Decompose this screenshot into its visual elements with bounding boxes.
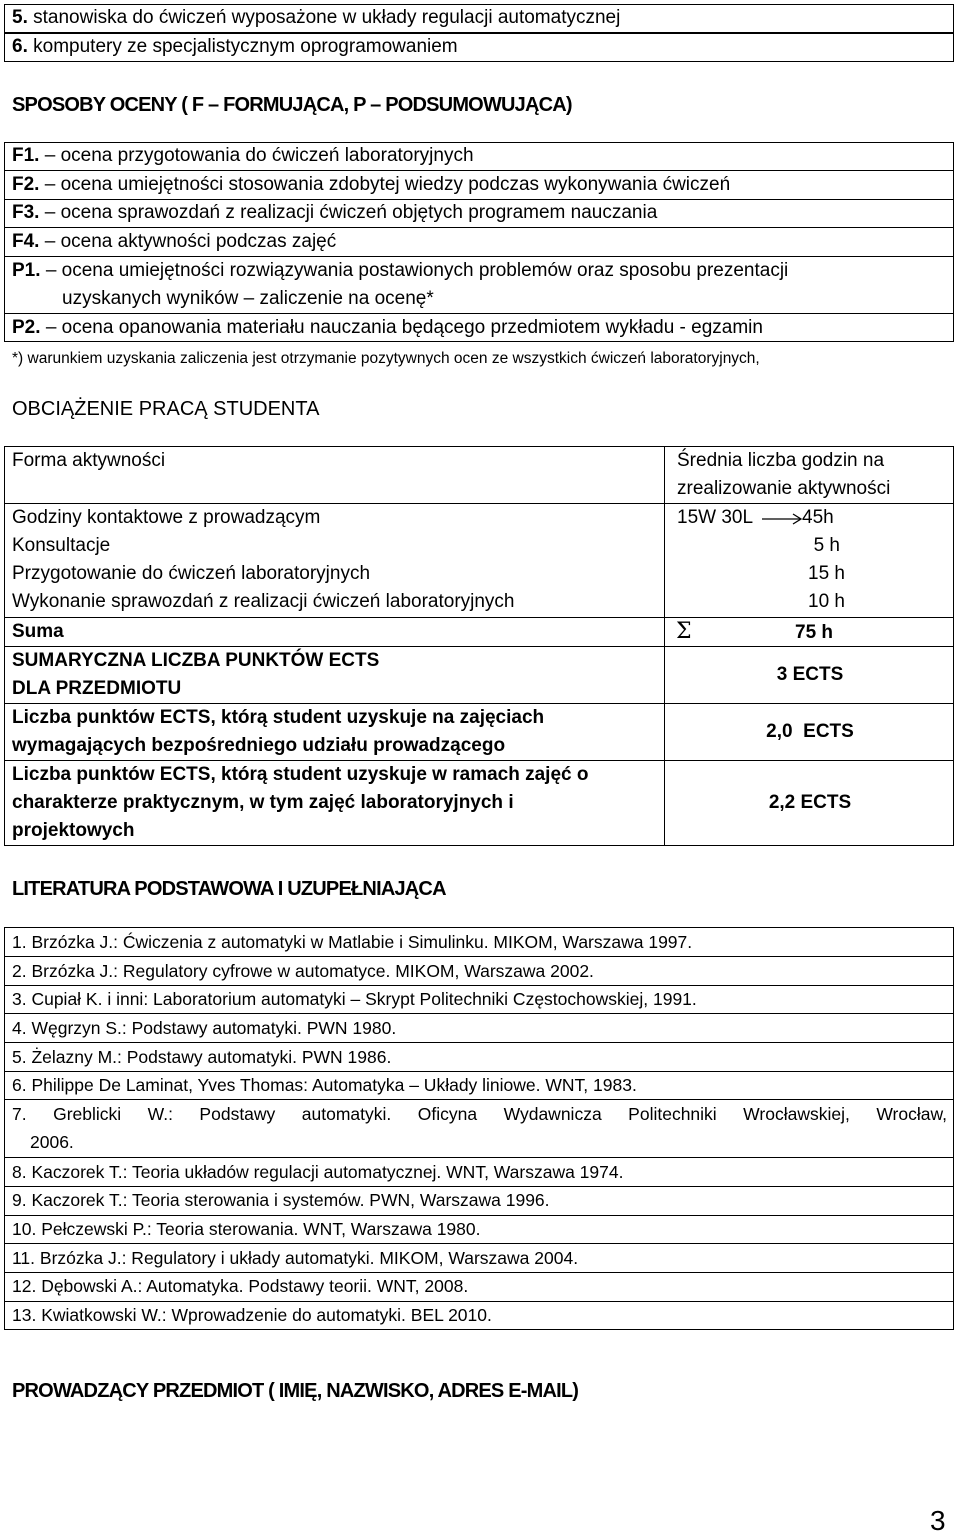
ects-practical-value: 2,2 ECTS: [768, 792, 852, 813]
lecturer-title: PROWADZĄCY PRZEDMIOT ( IMIĘ, NAZWISKO, ADRES E-MAIL): [12, 1380, 579, 1402]
assessment-code: P2.: [12, 317, 41, 338]
assessment-code: F2.: [12, 174, 40, 195]
assessment-item-f2: [12, 171, 730, 199]
literature-item: 10. Pełczewski P.: Teoria sterowania. WNT, Warszawa 1980.: [12, 1219, 481, 1239]
assessment-item-p1-cont: uzyskanych wyników – zaliczenie na ocenę*: [62, 288, 434, 309]
workload-row-label: Godziny kontaktowe z prowadzącym: [12, 507, 321, 528]
assessment-text: – ocena aktywności podczas zajęć: [44, 231, 337, 252]
assessment-text: – ocena przygotowania do ćwiczeń laboratoryjnych: [44, 145, 474, 166]
literature-item: 12. Dębowski A.: Automatyka. Podstawy teorii. WNT, 2008.: [12, 1276, 469, 1296]
sigma-icon: Σ: [676, 619, 692, 644]
workload-row-value: 5 h: [813, 535, 840, 556]
literature-item: 9. Kaczorek T.: Teoria sterowania i systemów. PWN, Warszawa 1996.: [12, 1190, 550, 1210]
assessment-item-p1: [12, 257, 788, 285]
literature-item: 2. Brzózka J.: Regulatory cyfrowe w automatyce. MIKOM, Warszawa 2002.: [12, 961, 594, 981]
literature-item: 7. Greblicki W.: Podstawy automatyki. Oficyna Wydawnicza Politechniki Wrocławskiej, Wrocław,: [12, 1104, 947, 1124]
ects-practical-label-2: charakterze praktycznym, w tym zajęć laboratoryjnych i: [12, 792, 514, 813]
assessment-code: P1.: [12, 260, 41, 281]
ects-total-value: 3 ECTS: [776, 664, 844, 685]
assessment-code: F1.: [12, 145, 40, 166]
page-number: 3: [930, 1505, 946, 1536]
assessment-text: – ocena umiejętności stosowania zdobytej wiedzy podczas wykonywania ćwiczeń: [44, 174, 731, 195]
contact-hours-total: 45h: [802, 507, 834, 528]
top-item-6-text: komputery ze specjalistycznym oprogramowaniem: [33, 36, 458, 57]
ects-practical-label-3: projektowych: [12, 820, 135, 841]
workload-row-value: 10 h: [808, 591, 845, 612]
contact-hours-breakdown: 15W 30L: [677, 507, 754, 528]
sum-label: Suma: [12, 621, 64, 642]
literature-item: 3. Cupiał K. i inni: Laboratorium automatyki – Skrypt Politechniki Częstochowskiej, 1991.: [12, 989, 697, 1009]
literature-item: 6. Philippe De Laminat, Yves Thomas: Automatyka – Układy liniowe. WNT, 1983.: [12, 1075, 637, 1095]
literature-item: 4. Węgrzyn S.: Podstawy automatyki. PWN 1980.: [12, 1018, 397, 1038]
top-item-6-num: 6.: [12, 36, 28, 57]
literature-item: 8. Kaczorek T.: Teoria układów regulacji automatycznej. WNT, Warszawa 1974.: [12, 1162, 624, 1182]
literature-item: 5. Żelazny M.: Podstawy automatyki. PWN 1986.: [12, 1047, 392, 1067]
workload-row-label: Konsultacje: [12, 535, 111, 556]
workload-header-left: Forma aktywności: [12, 450, 166, 471]
workload-rows-divider: [4, 617, 954, 618]
literature-item-7-cont: 2006.: [30, 1132, 74, 1152]
assessment-item-f3: [12, 199, 657, 227]
assessment-note: *) warunkiem uzyskania zaliczenia jest otrzymanie pozytywnych ocen ze wszystkich ćwiczeń laboratoryjnych,: [12, 350, 760, 367]
literature-item: 13. Kwiatkowski W.: Wprowadzenie do automatyki. BEL 2010.: [12, 1305, 492, 1325]
workload-row-label: Wykonanie sprawozdań z realizacji ćwiczeń laboratoryjnych: [12, 591, 515, 612]
assessment-title: SPOSOBY OCENY ( F – FORMUJĄCA, P – PODSUMOWUJĄCA): [12, 94, 572, 116]
ects-contact-label-2: wymagających bezpośredniego udziału prowadzącego: [12, 735, 506, 756]
top-item-5-num: 5.: [12, 7, 28, 28]
top-item-6: [12, 33, 458, 61]
assessment-item-p2: [12, 314, 763, 342]
sum-value: 75 h: [795, 622, 834, 643]
assessment-item-f1: [12, 142, 474, 170]
assessment-text: – ocena sprawozdań z realizacji ćwiczeń objętych programem nauczania: [44, 202, 658, 223]
assessment-text: – ocena opanowania materiału nauczania będącego przedmiotem wykładu - egzamin: [45, 317, 763, 338]
ects-practical-label: Liczba punktów ECTS, którą student uzyskuje w ramach zajęć o: [12, 764, 589, 785]
literature-item: 11. Brzózka J.: Regulatory i układy automatyki. MIKOM, Warszawa 2004.: [12, 1248, 579, 1268]
ects-total-label: SUMARYCZNA LICZBA PUNKTÓW ECTS: [12, 650, 380, 671]
ects-contact-label: Liczba punktów ECTS, którą student uzyskuje na zajęciach: [12, 707, 545, 728]
top-item-5-text: stanowiska do ćwiczeń wyposażone w układy regulacji automatycznej: [33, 7, 621, 28]
workload-title: OBCIĄŻENIE PRACĄ STUDENTA: [12, 398, 320, 420]
workload-row-value: 15 h: [808, 563, 845, 584]
arrow-right-icon: [760, 512, 806, 526]
top-item-5: [12, 4, 620, 32]
ects-contact-value: 2,0 ECTS: [766, 721, 854, 742]
workload-header-right-2: zrealizowanie aktywności: [677, 478, 891, 499]
literature-title: LITERATURA PODSTAWOWA I UZUPEŁNIAJĄCA: [12, 878, 446, 900]
assessment-code: F4.: [12, 231, 40, 252]
ects-total-label-2: DLA PRZEDMIOTU: [12, 678, 182, 699]
workload-header-right-1: Średnia liczba godzin na: [677, 450, 885, 471]
assessment-code: F3.: [12, 202, 40, 223]
assessment-item-f4: [12, 228, 336, 256]
workload-row-label: Przygotowanie do ćwiczeń laboratoryjnych: [12, 563, 371, 584]
assessment-text: – ocena umiejętności rozwiązywania postawionych problemów oraz sposobu prezentacji: [45, 260, 789, 281]
literature-item: 1. Brzózka J.: Ćwiczenia z automatyki w Matlabie i Simulinku. MIKOM, Warszawa 1997.: [12, 932, 693, 952]
